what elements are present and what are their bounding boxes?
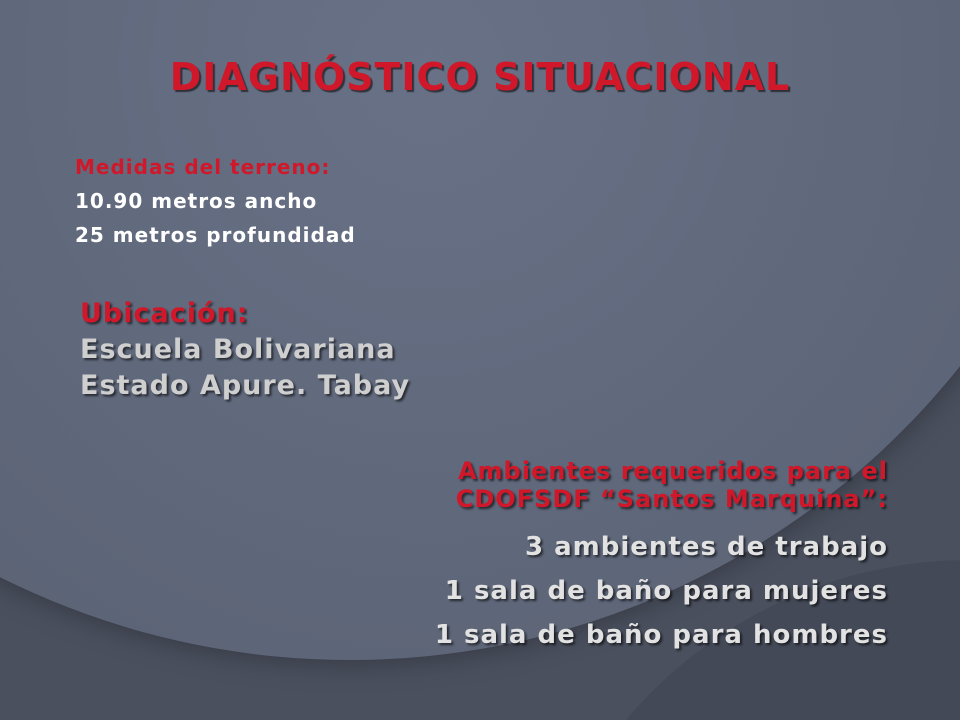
ambientes-item: 3 ambientes de trabajo (524, 532, 888, 562)
ubicacion-label: Ubicación: (80, 298, 249, 329)
terreno-section (75, 150, 356, 252)
terreno-width: 10.90 metros ancho (75, 189, 318, 213)
ubicacion-school: Escuela Bolivariana (80, 334, 396, 365)
ubicacion-section (80, 296, 410, 404)
ambientes-heading-line: CDOFSDF “Santos Marquina”: (455, 485, 888, 513)
ambientes-heading (328, 457, 888, 513)
ambientes-section (328, 457, 888, 657)
terreno-label: Medidas del terreno: (75, 155, 331, 179)
slide-title: DIAGNÓSTICO SITUACIONAL (169, 55, 791, 99)
terreno-depth: 25 metros profundidad (75, 223, 356, 247)
ambientes-item: 1 sala de baño para mujeres (444, 576, 888, 606)
ambientes-item: 1 sala de baño para hombres (434, 620, 888, 650)
ubicacion-state: Estado Apure. Tabay (80, 370, 411, 401)
ambientes-heading-line: Ambientes requeridos para el (457, 457, 888, 485)
